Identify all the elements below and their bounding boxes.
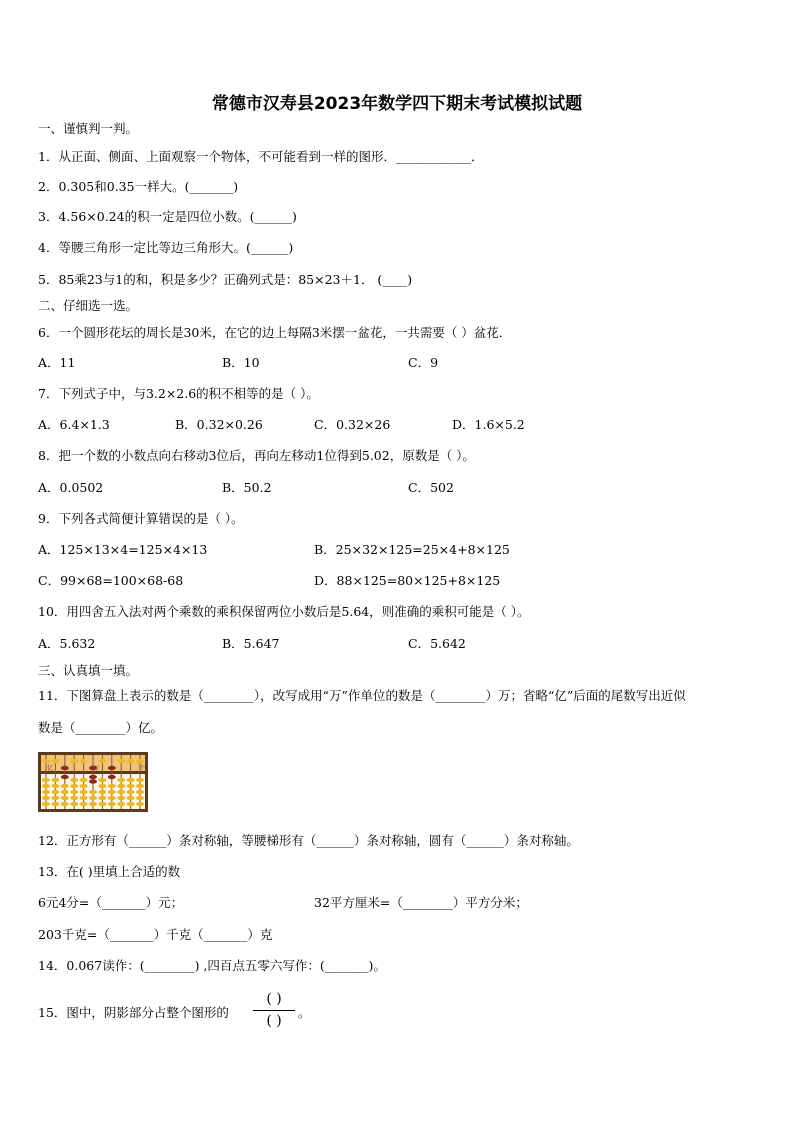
abacus-lower-bead [80, 802, 88, 806]
abacus-upper-bead [136, 759, 144, 763]
question-1: 1．从正面、侧面、上面观察一个物体，不可能看到一样的图形．____________． [38, 149, 484, 164]
section-3-heading: 三、认真填一填。 [38, 663, 139, 678]
abacus-lower-bead [89, 779, 97, 783]
abacus-lower-bead [127, 784, 135, 788]
question-6-option-c: C．9 [408, 355, 439, 370]
abacus-lower-bead [51, 784, 59, 788]
question-14: 14．0.067读作：(________) ,四百点五零六写作：(_______)。 [38, 958, 386, 973]
question-9-option-b: B．25×32×125=25×4+8×125 [314, 542, 510, 557]
question-13-line-2: 203千克=（_______）千克（_______）克 [38, 927, 273, 942]
abacus-lower-bead [127, 790, 135, 794]
abacus-lower-bead [70, 784, 78, 788]
abacus-upper-bead [80, 759, 88, 763]
abacus-lower-bead [117, 802, 125, 806]
abacus-upper-bead [70, 759, 78, 763]
question-4: 4．等腰三角形一定比等边三角形大。(______) [38, 240, 294, 255]
question-9-stem: 9．下列各式简便计算错误的是（ ）。 [38, 511, 244, 526]
page-title: 常德市汉寿县2023年数学四下期末考试模拟试题 [211, 94, 583, 114]
question-7-option-b: B．0.32×0.26 [175, 417, 263, 432]
abacus-lower-bead [51, 790, 59, 794]
abacus-lower-bead [42, 802, 50, 806]
abacus-lower-bead [98, 778, 106, 782]
question-10-option-b: B．5.647 [222, 636, 280, 651]
abacus-label-ge: 个 [139, 765, 146, 772]
abacus-lower-bead [61, 802, 69, 806]
abacus-lower-bead [89, 790, 97, 794]
question-13-line-1a: 6元4分=（_______）元； [38, 895, 184, 910]
abacus-lower-bead [61, 775, 69, 779]
abacus-lower-bead [61, 790, 69, 794]
question-6-option-a: A．11 [38, 355, 76, 370]
abacus-upper-bead [51, 759, 59, 763]
abacus-lower-bead [98, 796, 106, 800]
question-7-stem: 7．下列式子中，与3.2×2.6的积不相等的是（ ）。 [38, 386, 319, 401]
abacus-upper-bead [127, 759, 135, 763]
abacus-lower-bead [136, 790, 144, 794]
abacus-lower-bead [42, 796, 50, 800]
fraction-answer-blank [251, 990, 297, 1030]
abacus-lower-bead [108, 796, 116, 800]
question-11-line-2: 数是（________）亿。 [38, 720, 164, 735]
abacus-image [38, 752, 148, 812]
abacus-lower-bead [51, 796, 59, 800]
question-9-option-a: A．125×13×4=125×4×13 [38, 542, 208, 557]
question-7-option-d: D．1.6×5.2 [452, 417, 525, 432]
fraction-denominator: ( ) [266, 1013, 282, 1029]
abacus-lower-bead [51, 778, 59, 782]
abacus-lower-bead [70, 796, 78, 800]
question-3: 3．4.56×0.24的积一定是四位小数。(______) [38, 209, 297, 224]
abacus-lower-bead [51, 802, 59, 806]
abacus-lower-bead [80, 778, 88, 782]
question-15-stem: 15．图中，阴影部分占整个图形的 [38, 1005, 229, 1020]
abacus-upper-bead [42, 759, 50, 763]
abacus-lower-bead [98, 790, 106, 794]
abacus-upper-bead [117, 759, 125, 763]
abacus-lower-bead [108, 784, 116, 788]
question-10-stem: 10．用四舍五入法对两个乘数的乘积保留两位小数后是5.64，则准确的乘积可能是（ ）。 [38, 604, 530, 619]
abacus-lower-bead [127, 796, 135, 800]
abacus-lower-bead [80, 796, 88, 800]
abacus-lower-bead [80, 790, 88, 794]
abacus-lower-bead [89, 796, 97, 800]
abacus-lower-bead [108, 790, 116, 794]
question-10-option-a: A．5.632 [38, 636, 96, 651]
question-7-option-c: C．0.32×26 [314, 417, 391, 432]
abacus-lower-bead [98, 802, 106, 806]
question-15-end: 。 [298, 1005, 311, 1020]
abacus-lower-bead [136, 802, 144, 806]
abacus-lower-bead [127, 802, 135, 806]
question-8-stem: 8．把一个数的小数点向右移动3位后，再向左移动1位得到5.02，原数是（ ）。 [38, 448, 475, 463]
fraction-bar [253, 1010, 295, 1011]
question-10-option-c: C．5.642 [408, 636, 466, 651]
abacus-lower-bead [136, 778, 144, 782]
abacus-lower-bead [108, 802, 116, 806]
abacus-label-wan: 万 [93, 765, 100, 772]
abacus-upper-bead [61, 766, 69, 770]
abacus-lower-bead [70, 790, 78, 794]
abacus-lower-bead [70, 802, 78, 806]
question-12: 12．正方形有（______）条对称轴，等腰梯形有（______）条对称轴，圆有（______）条对称轴。 [38, 833, 579, 848]
abacus-lower-bead [136, 796, 144, 800]
question-13-stem: 13．在( )里填上合适的数 [38, 864, 181, 879]
question-9-option-c: C．99×68=100×68-68 [38, 573, 184, 588]
question-6-stem: 6．一个圆形花坛的周长是30米，在它的边上每隔3米摆一盆花，一共需要（ ）盆花． [38, 325, 512, 340]
abacus-upper-bead [98, 759, 106, 763]
abacus-lower-bead [117, 796, 125, 800]
section-2-heading: 二、仔细选一选。 [38, 298, 139, 313]
question-6-option-b: B．10 [222, 355, 260, 370]
abacus-lower-bead [42, 778, 50, 782]
question-11-line-1: 11．下图算盘上表示的数是（________），改写成用“万”作单位的数是（________）万；省略“亿”后面的尾数写出近似 [38, 688, 686, 703]
abacus-lower-bead [42, 784, 50, 788]
abacus-lower-bead [42, 790, 50, 794]
abacus-lower-bead [61, 784, 69, 788]
abacus-lower-bead [61, 796, 69, 800]
abacus-lower-bead [117, 790, 125, 794]
question-8-option-a: A．0.0502 [38, 480, 104, 495]
question-9-option-d: D．88×125=80×125+8×125 [314, 573, 501, 588]
question-7-option-a: A．6.4×1.3 [38, 417, 110, 432]
section-1-heading: 一、谨慎判一判。 [38, 121, 139, 136]
abacus-lower-bead [136, 784, 144, 788]
abacus-lower-bead [70, 778, 78, 782]
abacus-upper-bead [108, 766, 116, 770]
abacus-lower-bead [98, 784, 106, 788]
abacus-lower-bead [89, 775, 97, 779]
question-13-line-1b: 32平方厘米=（________）平方分米； [314, 895, 528, 910]
abacus-lower-bead [117, 784, 125, 788]
abacus-lower-bead [80, 784, 88, 788]
question-5: 5．85乘23与1的和，积是多少？正确列式是：85×23＋1． (____) [38, 272, 413, 287]
question-2: 2．0.305和0.35一样大。(_______) [38, 179, 239, 194]
question-8-option-c: C．502 [408, 480, 454, 495]
abacus-lower-bead [108, 775, 116, 779]
abacus-label-yi: 亿 [47, 765, 54, 772]
question-8-option-b: B．50.2 [222, 480, 272, 495]
abacus-lower-bead [117, 778, 125, 782]
abacus-lower-bead [89, 802, 97, 806]
fraction-numerator: ( ) [266, 991, 282, 1007]
abacus-lower-bead [127, 778, 135, 782]
